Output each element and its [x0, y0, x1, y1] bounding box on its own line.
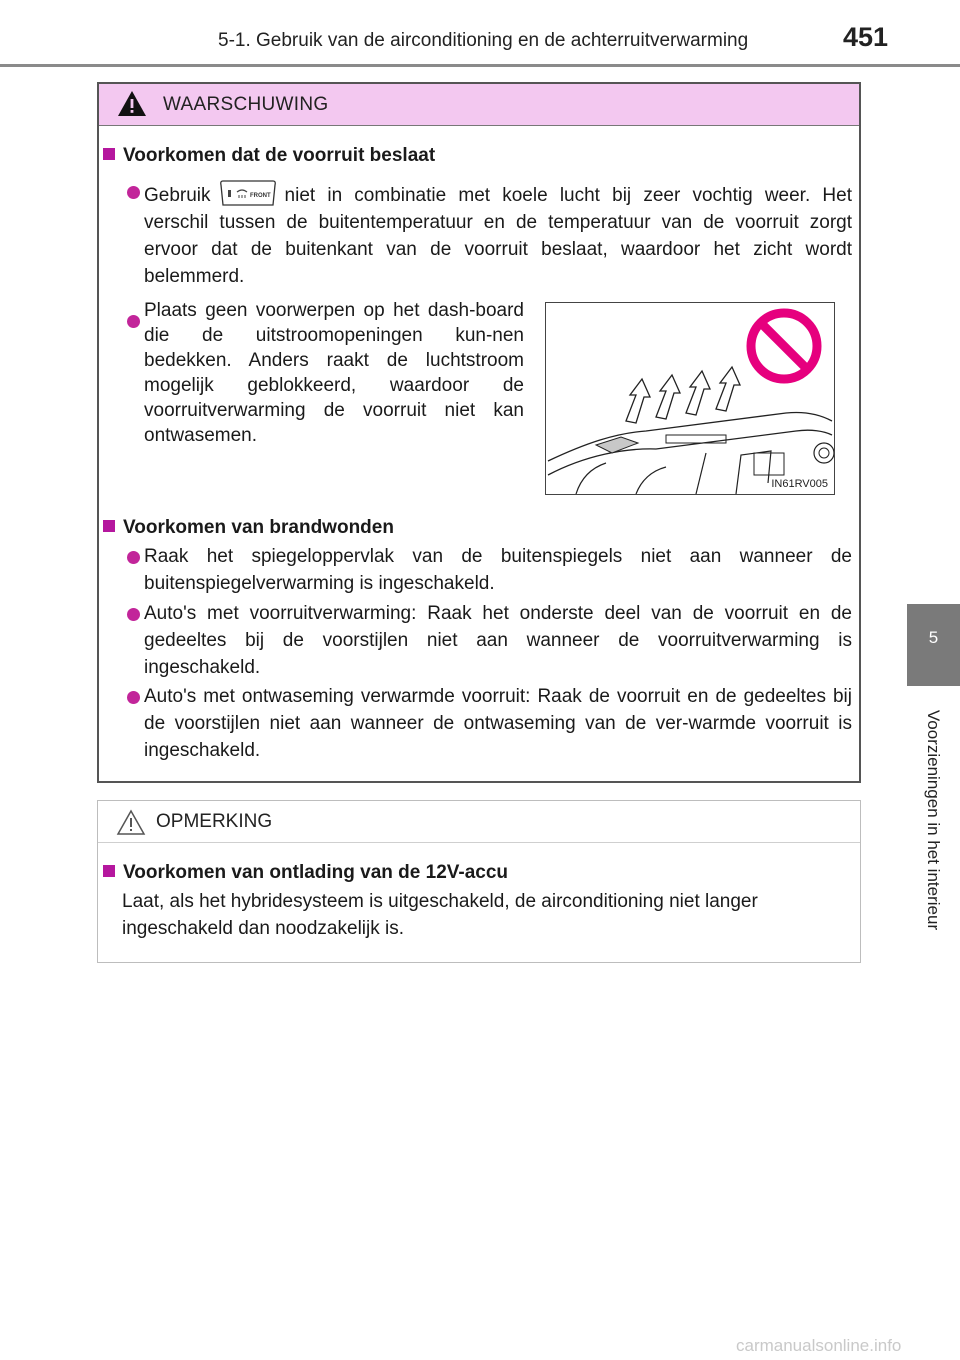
bullet-burns-1: Raak het spiegeloppervlak van de buitenspiegels niet aan wanneer de buitenspiegelverwarming is ingeschakeld.: [144, 546, 852, 594]
bullet-fog-1: Gebruik FRONT niet in combinatie met koele lucht bij zeer vochtig weer. Het verschil tussen de buitentemperatuur en de temperatuur van de voorruit zorgt ervoor dat de buitenkant van de voorruit beslaat, waardoor het zicht wordt belemmerd.: [144, 179, 852, 290]
watermark: carmanualsonline.info: [736, 1336, 902, 1355]
note-label: OPMERKING: [156, 811, 273, 832]
note-text: Laat, als het hybridesysteem is uitgeschakeld, de airconditioning niet langer ingeschakeld dan noodzakelijk is.: [122, 891, 758, 939]
chapter-tab: [907, 604, 960, 686]
front-defogger-button-icon: [219, 179, 277, 207]
chapter-title: Voorzieningen in het interieur: [924, 709, 943, 931]
caution-triangle-outline-icon: [116, 809, 146, 836]
bullet-dot-icon: [127, 315, 140, 328]
bullet-dot-icon: [127, 608, 140, 621]
dashboard-illustration: [545, 302, 835, 495]
warning-header: [99, 84, 859, 126]
note-header: [98, 801, 860, 843]
note-heading: Voorkomen van ontlading van de 12V-accu: [103, 862, 508, 884]
page-number: 451: [843, 22, 889, 52]
bullet-fog-2: Plaats geen voorwerpen op het dash-board die de uitstroomopeningen kun-nen bedekken. Anders raakt de luchtstroom mogelijk geblokkeerd, waardoor de voorruitverwarming de voorruit niet kan ontwasemen.: [144, 300, 524, 446]
header-divider: [0, 64, 960, 67]
warning-label: WAARSCHUWING: [163, 94, 329, 115]
bullet-dot-icon: [127, 691, 140, 704]
warning-triangle-icon: [117, 90, 147, 117]
front-button-text: FRONT: [249, 193, 271, 199]
bullet-burns-3: Auto's met ontwaseming verwarmde voorruit: Raak de voorruit en de gedeeltes bij de voorstijlen niet aan wanneer de ontwaseming van de ver-warmde voorruit is ingeschakeld.: [144, 686, 852, 761]
section-heading-burns: Voorkomen van brandwonden: [103, 517, 394, 539]
chapter-number: 5: [928, 628, 939, 647]
bullet-burns-2: Auto's met voorruitverwarming: Raak het onderste deel van de voorruit en de gedeeltes bij de voorstijlen niet aan wanneer de voorruitverwarming is ingeschakeld.: [144, 603, 852, 678]
section-square-icon: [103, 865, 115, 877]
bullet-dot-icon: [127, 551, 140, 564]
figure-code: IN61RV005: [771, 478, 828, 490]
dashboard-vents-drawing: [546, 303, 834, 494]
bullet-dot-icon: [127, 186, 140, 199]
section-square-icon: [103, 148, 115, 160]
section-title: 5-1. Gebruik van de airconditioning en de achterruitverwarming: [218, 30, 749, 51]
section-square-icon: [103, 520, 115, 532]
section-heading-fog: Voorkomen dat de voorruit beslaat: [103, 145, 435, 167]
